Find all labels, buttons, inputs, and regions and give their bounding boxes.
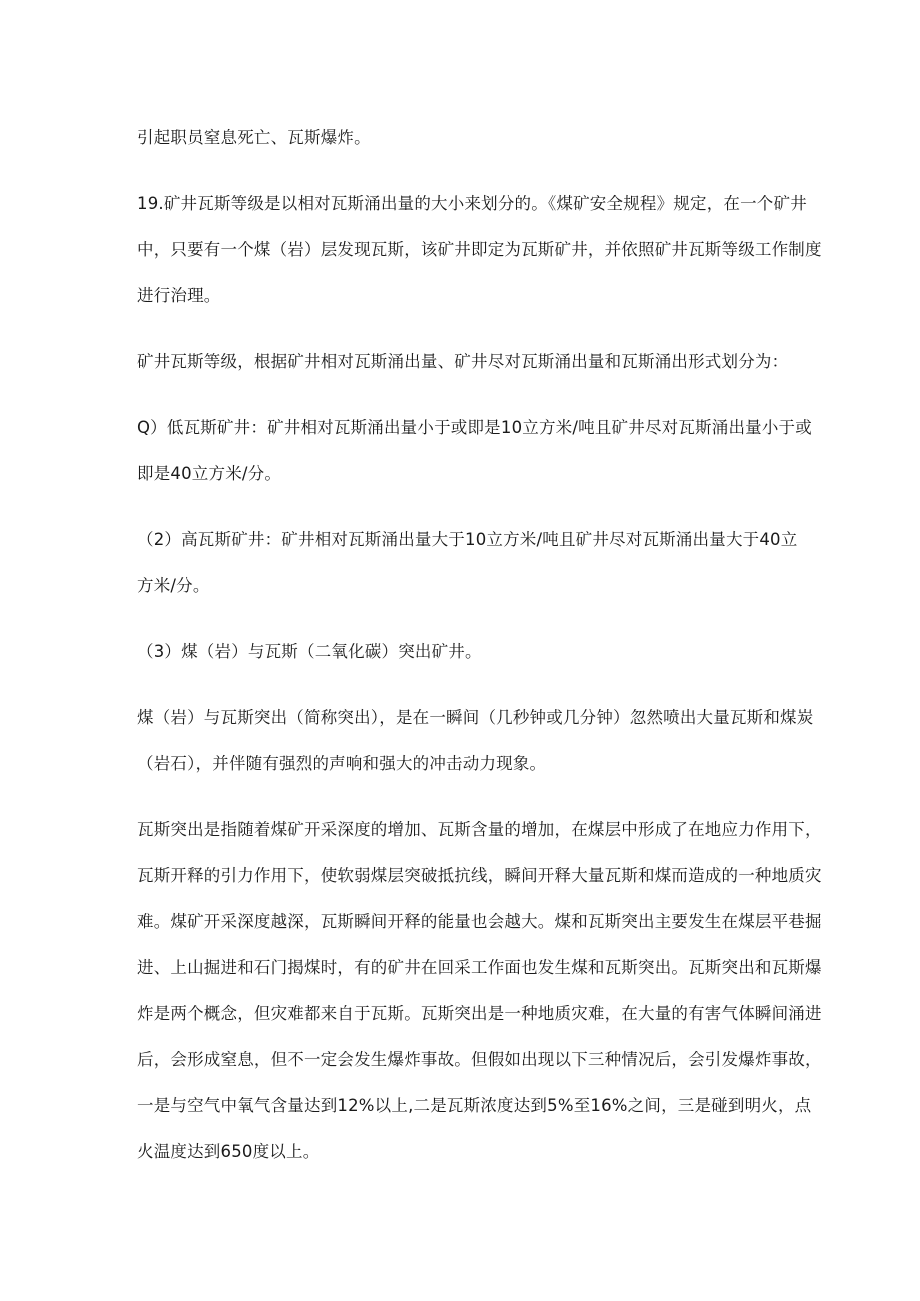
item-number: 19 xyxy=(137,194,159,213)
text-line: 瓦斯突出是指随着煤矿开采深度的增加、瓦斯含量的增加，在煤层中形成了在地应力作用下， xyxy=(137,820,822,839)
text-line: 难。煤矿开采深度越深，瓦斯瞬间开释的能量也会越大。煤和瓦斯突出主要发生在煤层平巷掘 xyxy=(137,912,822,931)
text-line: 进、上山掘进和石门揭煤时，有的矿井在回采工作面也发生煤和瓦斯突出。瓦斯突出和瓦斯爆 xyxy=(137,958,822,977)
text-line: 一是与空气中氧气含量达到12%以上,二是瓦斯浓度达到5%至16%之间，三是碰到明火，点 xyxy=(137,1096,812,1115)
text-line: .矿井瓦斯等级是以相对瓦斯涌出量的大小来划分的。《煤矿安全规程》规定，在一个矿井 xyxy=(158,194,807,213)
text-line: Q）低瓦斯矿井：矿井相对瓦斯涌出量小于或即是10立方米/吨且矿井尽对瓦斯涌出量小于或 xyxy=(137,418,812,437)
text-line: （岩石），并伴随有强烈的声响和强大的冲击动力现象。 xyxy=(137,754,547,773)
text-line: 引起职员窒息死亡、瓦斯爆炸。 xyxy=(137,128,371,147)
text-line: 后，会形成窒息，但不一定会发生爆炸事故。但假如出现以下三种情况后，会引发爆炸事故， xyxy=(137,1050,822,1069)
text-line: 炸是两个概念，但灾难都来自于瓦斯。瓦斯突出是一种地质灾难，在大量的有害气体瞬间涌进 xyxy=(137,1004,822,1023)
text-line: 方米/分。 xyxy=(137,576,210,595)
paragraph-19-first-line xyxy=(137,192,807,216)
text-line: 中，只要有一个煤（岩）层发现瓦斯，该矿井即定为瓦斯矿井，并依照矿井瓦斯等级工作制度 xyxy=(137,240,822,259)
text-line: 瓦斯开释的引力作用下，使软弱煤层突破抵抗线，瞬间开释大量瓦斯和煤而造成的一种地质灾 xyxy=(137,866,822,885)
text-line: 进行治理。 xyxy=(137,286,221,305)
text-line: （2）高瓦斯矿井：矿井相对瓦斯涌出量大于10立方米/吨且矿井尽对瓦斯涌出量大于40立 xyxy=(137,530,798,549)
text-line: 即是40立方米/分。 xyxy=(137,464,282,483)
text-line: 煤（岩）与瓦斯突出（简称突出），是在一瞬间（几秒钟或几分钟）忽然喷出大量瓦斯和煤炭 xyxy=(137,708,814,727)
text-line: （3）煤（岩）与瓦斯（二氧化碳）突出矿井。 xyxy=(137,642,482,661)
text-line: 火温度达到650度以上。 xyxy=(137,1142,320,1161)
text-line: 矿井瓦斯等级，根据矿井相对瓦斯涌出量、矿井尽对瓦斯涌出量和瓦斯涌出形式划分为： xyxy=(137,352,789,371)
